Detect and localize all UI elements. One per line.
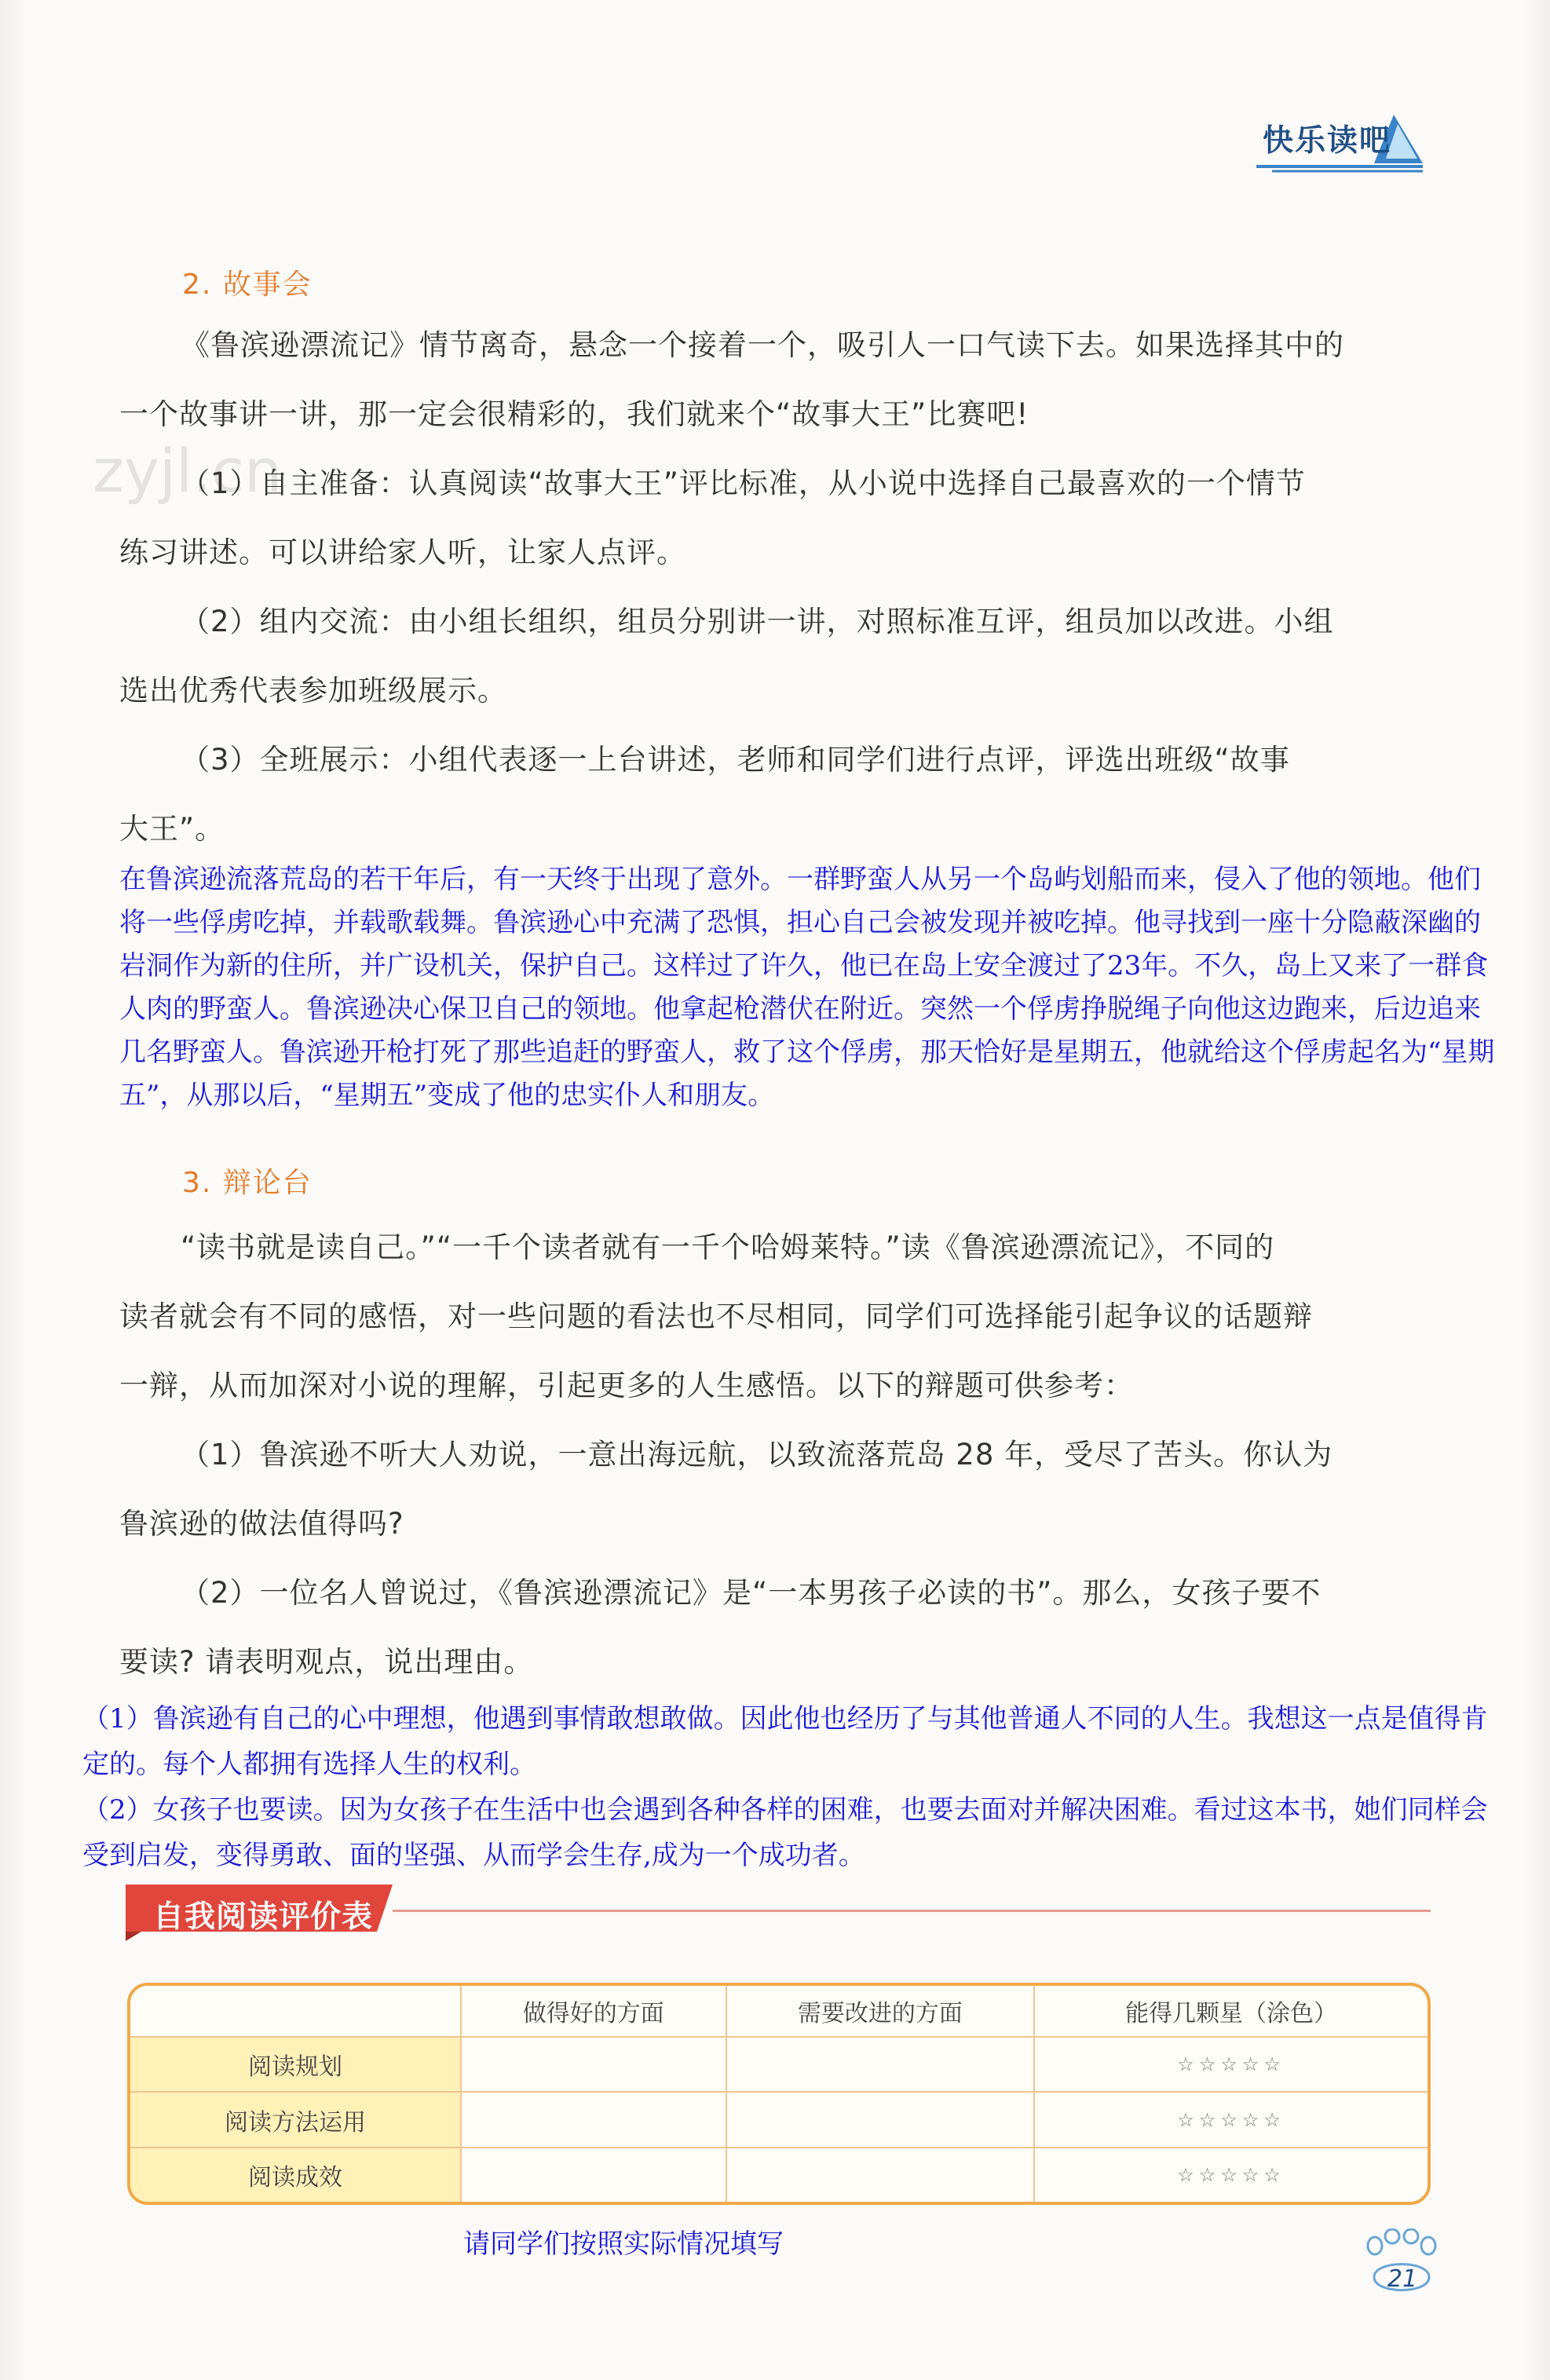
story-step-1-line-2: 练习讲述。可以讲给家人听，让家人点评。: [119, 536, 686, 569]
star-rating[interactable]: ☆☆☆☆☆: [1034, 2092, 1428, 2147]
story-step-2-line-1: （2）组内交流：由小组长组织，组员分别讲一讲，对照标准互评，组员加以改进。小组: [181, 605, 1334, 638]
debate-answer-2: （2）女孩子也要读。因为女孩子在生活中也会遇到各种各样的困难，也要去面对并解决困难。看过这本书，她们同样会受到启发，变得勇敢、面的坚强、从而学会生存,成为一个成功者。: [82, 1794, 1488, 1871]
story-answer: 在鲁滨逊流落荒岛的若干年后，有一天终于出现了意外。一群野蛮人从另一个岛屿划船而来，侵入了他的领地。他们将一些俘虏吃掉，并载歌载舞。鲁滨逊心中充满了恐惧，担心自己会被发现并被吃掉。他寻找到一座十分隐蔽深幽的岩洞作为新的住所，并广设机关，保护自己。这样过了许久，他已在岛上安全渡过了23年。不久，岛上又来了一群食人肉的野蛮人。鲁滨逊决心保卫自己的领地。他拿起枪潜伏在附近。突然一个俘虏挣脱绳子向他这边跑来，后边追来几名野蛮人。鲁滨逊开枪打死了那些追赶的野蛮人，救了这个俘虏，那天恰好是星期五，他就给这个俘虏起名为“星期五”，从那以后，“星期五”变成了他的忠实仆人和朋友。: [119, 864, 1495, 1111]
story-intro-line-2: 一个故事讲一讲，那一定会很精彩的，我们就来个“故事大王”比赛吧!: [119, 397, 1029, 431]
debate-question-2-line-1: （2）一位名人曾说过，《鲁滨逊漂流记》是“一本男孩子必读的书”。那么，女孩子要不: [181, 1576, 1322, 1610]
evaluation-divider: [393, 1910, 1431, 1912]
debate-answer-1: （1）鲁滨逊有自己的心中理想，他遇到事情敢想敢做。因此他也经历了与其他普通人不同的人生。我想这一点是值得肯定的。每个人都拥有选择人生的权利。: [82, 1703, 1488, 1780]
story-step-3-line-1: （3）全班展示：小组代表逐一上台讲述，老师和同学们进行点评，评选出班级“故事: [181, 743, 1290, 777]
section-title-story: 2. 故事会: [182, 269, 313, 301]
row-label-method: 阅读方法运用: [130, 2092, 461, 2147]
evaluation-table: [127, 1983, 1431, 2205]
column-header-stars: 能得几颗星（涂色）: [1034, 1986, 1428, 2037]
table-row: [130, 2148, 1428, 2202]
column-header-blank: [130, 1986, 461, 2037]
debate-intro-line-1: “读书就是读自己。”“一千个读者就有一千个哈姆莱特。”读《鲁滨逊漂流记》，不同的: [181, 1230, 1275, 1264]
star-rating[interactable]: ☆☆☆☆☆: [1034, 2037, 1428, 2092]
story-step-3-line-2: 大王”。: [119, 812, 225, 846]
header-badge-text: 快乐读吧: [1263, 123, 1392, 159]
table-row: [130, 2092, 1428, 2147]
evaluation-title: 自我阅读评价表: [153, 1899, 374, 1935]
debate-intro-line-2: 读者就会有不同的感悟，对一些问题的看法也不尽相同，同学们可选择能引起争议的话题辩: [119, 1300, 1313, 1333]
section-title-debate: 3. 辩论台: [182, 1167, 313, 1199]
strengths-cell[interactable]: [461, 2148, 726, 2202]
column-header-improvements: 需要改进的方面: [726, 1986, 1035, 2037]
table-row: [130, 2037, 1428, 2092]
debate-question-2-line-2: 要读? 请表明观点，说出理由。: [119, 1645, 534, 1679]
debate-question-1-line-2: 鲁滨逊的做法值得吗?: [119, 1507, 404, 1541]
story-step-1-line-1: （1）自主准备：认真阅读“故事大王”评比标准，从小说中选择自己最喜欢的一个情节: [181, 466, 1306, 500]
fill-in-note: 请同学们按照实际情况填写: [463, 2228, 784, 2260]
row-label-planning: 阅读规划: [130, 2037, 461, 2092]
page-number: 21: [1387, 2265, 1418, 2293]
debate-intro-line-3: 一辩，从而加深对小说的理解，引起更多的人生感悟。以下的辩题可供参考：: [119, 1369, 1134, 1402]
table-header-row: [130, 1986, 1428, 2037]
improvements-cell[interactable]: [726, 2148, 1035, 2202]
column-header-strengths: 做得好的方面: [461, 1986, 726, 2037]
debate-intro: [119, 1213, 1439, 1697]
row-label-results: 阅读成效: [130, 2148, 461, 2202]
story-intro: [119, 311, 1439, 864]
improvements-cell[interactable]: [726, 2092, 1035, 2147]
debate-question-1-line-1: （1）鲁滨逊不听大人劝说，一意出海远航，以致流落荒岛 28 年，受尽了苦头。你认为: [181, 1438, 1333, 1472]
story-step-2-line-2: 选出优秀代表参加班级展示。: [119, 674, 507, 707]
strengths-cell[interactable]: [461, 2092, 726, 2147]
strengths-cell[interactable]: [461, 2037, 726, 2092]
star-rating[interactable]: ☆☆☆☆☆: [1034, 2148, 1428, 2202]
story-intro-line-1: 《鲁滨逊漂流记》情节离奇，悬念一个接着一个，吸引人一口气读下去。如果选择其中的: [181, 328, 1344, 362]
watermark: zyjl.cn: [93, 436, 283, 506]
improvements-cell[interactable]: [726, 2037, 1035, 2092]
